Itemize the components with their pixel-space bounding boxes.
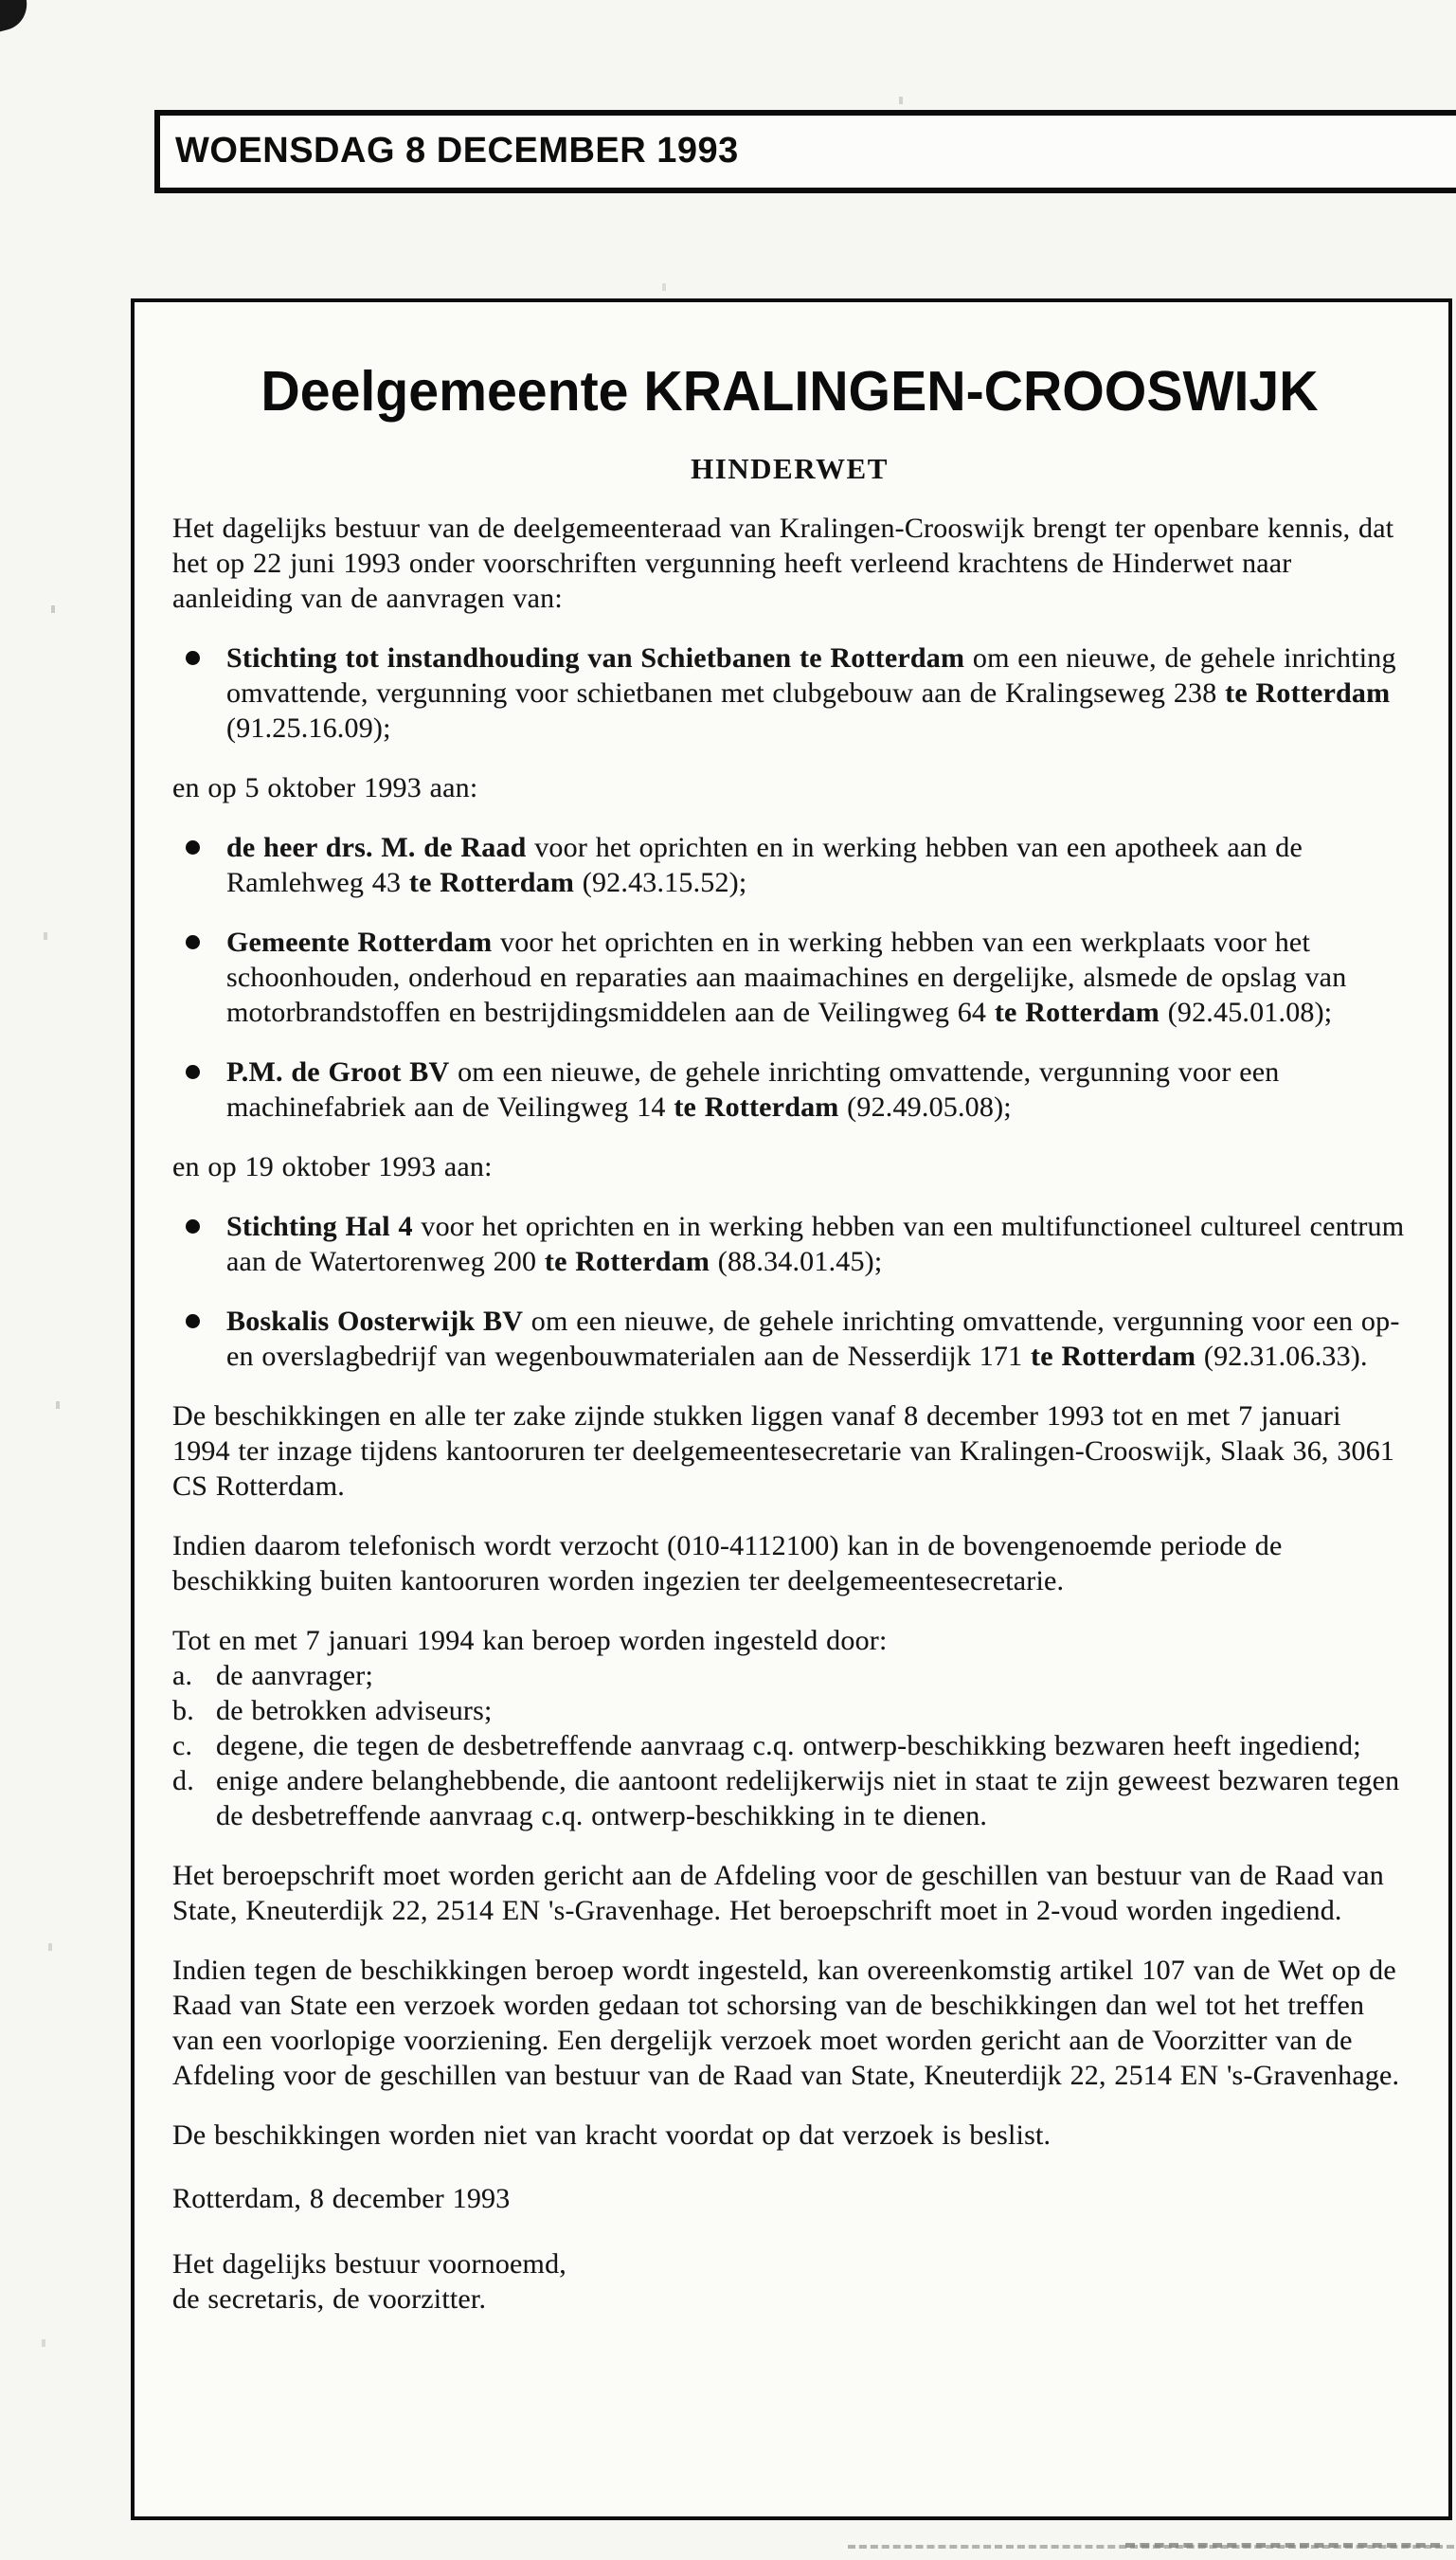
appeal-option-text: de aanvrager; <box>216 1660 373 1691</box>
bullet-icon <box>186 935 200 949</box>
ink-blot-artifact <box>0 0 32 32</box>
permit-location: te Rotterdam <box>674 1091 839 1123</box>
permit-item <box>172 1304 1407 1374</box>
permit-description: voor het oprichten en in werking hebben van een apotheek aan de Ramlehweg 43 <box>226 832 1303 898</box>
appeal-option-item <box>172 1658 1407 1693</box>
intro-paragraph: Het dagelijks bestuur van de deelgemeenteraad van Kralingen-Crooswijk brengt ter openbare kennis, dat het op 22 juni 1993 onder voorschriften vergunning heeft verleend krachtens de Hinderwet naar aanleiding van de aanvragen van: <box>172 513 1394 614</box>
date-header-oct5: en op 5 oktober 1993 aan: <box>172 772 478 803</box>
permit-item <box>172 640 1407 746</box>
signoff-line-1: Het dagelijks bestuur voornoemd, <box>172 2248 566 2280</box>
appeal-option-letter: b. <box>172 1695 194 1726</box>
inzage-paragraph: De beschikkingen en alle ter zake zijnde stukken liggen vanaf 8 december 1993 tot en met 7 januari 1994 ter inzage tijdens kantooruren ter deelgemeentesecretarie van Kralingen-Crooswijk, Slaak 36, 3061 CS Rotterdam. <box>172 1400 1395 1502</box>
permit-list-june <box>172 640 1407 746</box>
permit-list-oct5 <box>172 830 1407 1125</box>
permit-item <box>172 1055 1407 1125</box>
permit-holder-name: de heer drs. M. de Raad <box>226 832 527 863</box>
appeal-option-text: enige andere belanghebbende, die aantoont redelijkerwijs niet in staat te zijn geweest bezwaren tegen de desbetreffende aanvraag c.q. ontwerp-beschikking in te dienen. <box>216 1765 1400 1831</box>
appeal-options-list <box>172 1658 1407 1833</box>
masthead-date: WOENSDAG 8 DECEMBER 1993 <box>175 131 739 171</box>
appeal-option-text: de betrokken adviseurs; <box>216 1695 493 1726</box>
bullet-icon <box>186 1219 200 1234</box>
permit-location: te Rotterdam <box>1031 1341 1196 1372</box>
kracht-paragraph: De beschikkingen worden niet van kracht voordat op dat verzoek is beslist. <box>172 2119 1052 2151</box>
bullet-icon <box>186 1065 200 1079</box>
permit-holder-name: Gemeente Rotterdam <box>226 927 493 958</box>
appeal-option-item <box>172 1763 1407 1833</box>
permit-item <box>172 1209 1407 1279</box>
permit-location: te Rotterdam <box>408 867 575 898</box>
permit-reference: (92.43.15.52); <box>574 867 747 898</box>
permit-reference: (91.25.16.09); <box>226 712 391 744</box>
scan-speckles <box>0 0 2 6</box>
appeal-option-text: degene, die tegen de desbetreffende aanvraag c.q. ontwerp-beschikking bezwaren heeft ingediend; <box>216 1730 1361 1761</box>
masthead-date-box <box>154 110 1456 193</box>
permit-reference: (92.45.01.08); <box>1159 997 1333 1028</box>
appeal-option-letter: c. <box>172 1730 193 1761</box>
bullet-icon <box>186 651 200 665</box>
permit-description: voor het oprichten en in werking hebben van een werkplaats voor het schoonhouden, onderhoud en reparaties aan maaimachines en dergelijke, alsmede de opslag van motorbrandstoffen en bestrijdingsmiddelen aan de Veilingweg 64 <box>226 927 1347 1028</box>
notice-title: Deelgemeente KRALINGEN-CROOSWIJK <box>261 360 1319 423</box>
permit-holder-name: Stichting tot instandhouding van Schietbanen te Rotterdam <box>226 642 965 674</box>
place-date-line: Rotterdam, 8 december 1993 <box>172 2183 511 2214</box>
permit-location: te Rotterdam <box>994 997 1159 1028</box>
notice-body <box>172 511 1407 2317</box>
bottom-scan-line-dark <box>1125 2543 1440 2548</box>
telefonisch-paragraph: Indien daarom telefonisch wordt verzocht (010-4112100) kan in de bovengenoemde periode de beschikking buiten kantooruren worden ingezien ter deelgemeentesecretarie. <box>172 1530 1283 1596</box>
permit-description: om een nieuwe, de gehele inrichting omvattende, vergunning voor een op- en overslagbedrijf van wegenbouwmaterialen aan de Nesserdijk 171 <box>226 1306 1400 1372</box>
permit-list-oct19 <box>172 1209 1407 1374</box>
permit-reference: (92.31.06.33). <box>1195 1341 1368 1372</box>
appeal-option-letter: a. <box>172 1660 193 1691</box>
date-header-oct19: en op 19 oktober 1993 aan: <box>172 1151 493 1182</box>
permit-location: te Rotterdam <box>544 1246 710 1277</box>
signoff-line-2: de secretaris, de voorzitter. <box>172 2283 487 2315</box>
notice-subtitle: HINDERWET <box>691 452 889 485</box>
permit-description: voor het oprichten en in werking hebben van een multifunctioneel cultureel centrum aan de Watertorenweg 200 <box>226 1211 1405 1277</box>
permit-item <box>172 925 1407 1030</box>
beroepschrift-paragraph: Het beroepschrift moet worden gericht aan de Afdeling voor de geschillen van bestuur van de Raad van State, Kneuterdijk 22, 2514 EN 's-Gravenhage. Het beroepschrift moet in 2-voud worden ingediend. <box>172 1860 1384 1926</box>
notice-panel <box>131 298 1452 2520</box>
permit-reference: (88.34.01.45); <box>710 1246 883 1277</box>
permit-description: om een nieuwe, de gehele inrichting omvattende, vergunning voor een machinefabriek aan de Veilingweg 14 <box>226 1056 1280 1123</box>
bullet-icon <box>186 840 200 855</box>
appeal-option-item <box>172 1693 1407 1728</box>
permit-holder-name: Stichting Hal 4 <box>226 1211 413 1242</box>
appeal-option-item <box>172 1728 1407 1763</box>
appeal-option-letter: d. <box>172 1765 194 1796</box>
schorsing-paragraph: Indien tegen de beschikkingen beroep wordt ingesteld, kan overeenkomstig artikel 107 van de Wet op de Raad van State een verzoek worden gedaan tot schorsing van de beschikkingen dan wel tot het treffen van een voorlopige voorziening. Een dergelijk verzoek moet worden gericht aan de Voorzitter van de Afdeling voor de geschillen van bestuur van de Raad van State, Kneuterdijk 22, 2514 EN 's-Gravenhage. <box>172 1955 1400 2091</box>
appeal-intro-paragraph: Tot en met 7 januari 1994 kan beroep worden ingesteld door: <box>172 1625 888 1656</box>
permit-location: te Rotterdam <box>1225 677 1391 709</box>
bullet-icon <box>186 1314 200 1328</box>
permit-holder-name: Boskalis Oosterwijk BV <box>226 1306 524 1337</box>
permit-holder-name: P.M. de Groot BV <box>226 1056 450 1088</box>
permit-description: om een nieuwe, de gehele inrichting omvattende, vergunning voor schietbanen met clubgebouw aan de Kralingseweg 238 <box>226 642 1396 709</box>
permit-item <box>172 830 1407 900</box>
permit-reference: (92.49.05.08); <box>838 1091 1012 1123</box>
